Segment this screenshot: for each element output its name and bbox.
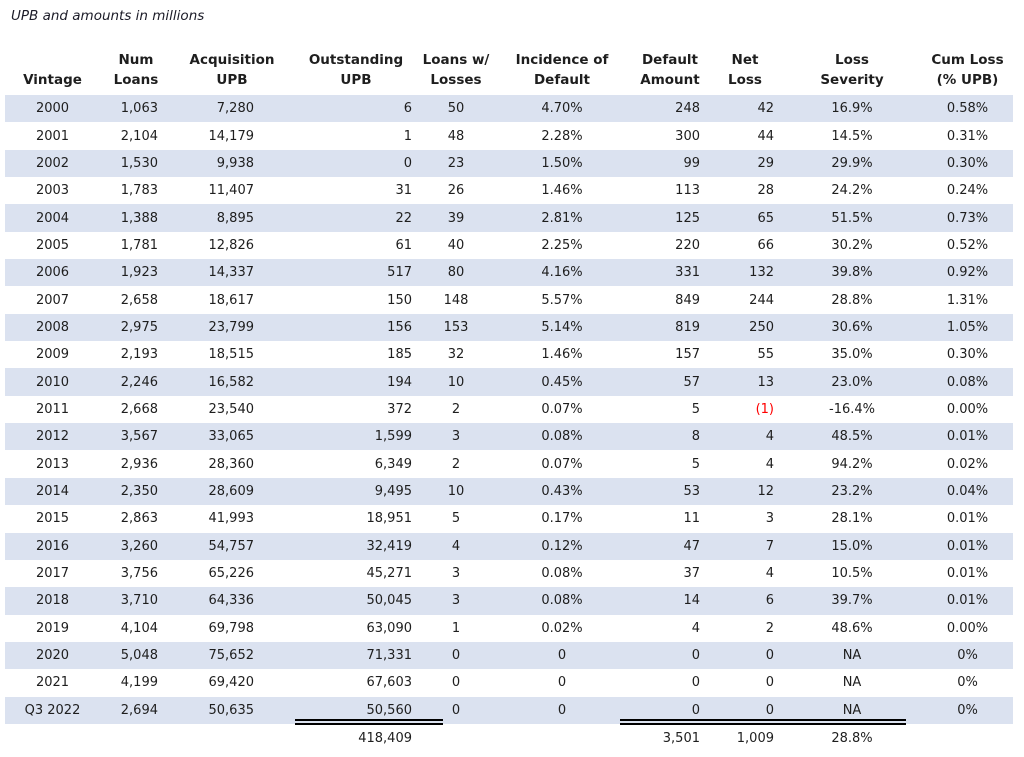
total-net-loss: 1,009 <box>708 724 782 754</box>
table-row-2012 <box>5 423 1013 450</box>
column-header-outstanding-upb: Outstanding UPB <box>308 51 404 88</box>
cell: 4,104 <box>120 620 158 636</box>
cell: 48.6% <box>831 620 873 636</box>
cell: 2008 <box>5 314 100 341</box>
cell: 69,420 <box>208 675 254 691</box>
cell: 0.12% <box>492 533 632 560</box>
cell: 2012 <box>5 423 100 450</box>
cell: 61 <box>395 237 412 253</box>
cell: 53 <box>632 478 708 505</box>
total-default-amount: 3,501 <box>632 724 708 754</box>
cell: 40 <box>447 237 465 253</box>
cell: 2 <box>451 456 461 472</box>
cell: 0.30% <box>922 150 1013 177</box>
cell: 24.2% <box>831 183 873 199</box>
cell: 50,560 <box>292 697 420 724</box>
table-row-2021 <box>5 669 1013 696</box>
cell: 35.0% <box>831 347 873 363</box>
cell: 0.01% <box>922 423 1013 450</box>
cell: 28 <box>757 183 774 199</box>
cell: 39 <box>420 204 492 231</box>
cell: 0.07% <box>541 456 583 472</box>
table-row-2014 <box>5 478 1013 505</box>
cell: 2,936 <box>120 456 158 472</box>
cell: 50 <box>420 95 492 122</box>
cell: 0.24% <box>946 183 989 199</box>
cell: 32,419 <box>292 533 420 560</box>
total-outstanding-upb: 418,409 <box>292 724 420 754</box>
cell: 0 <box>492 697 632 724</box>
cell: 2015 <box>35 511 70 527</box>
cell: 3 <box>420 587 492 614</box>
cell: 0% <box>922 642 1013 669</box>
cell: 32 <box>447 347 465 363</box>
cell: 2013 <box>35 456 70 472</box>
table-row-2013 <box>5 450 1013 477</box>
cell: 3 <box>765 511 774 527</box>
cell: 12,826 <box>208 237 254 253</box>
cell: 2,863 <box>120 511 158 527</box>
cell: 1,063 <box>100 95 172 122</box>
cell: 16.9% <box>782 95 922 122</box>
table-row-2008 <box>5 314 1013 341</box>
cell: 6 <box>292 95 420 122</box>
cell: 75,652 <box>172 642 292 669</box>
cell: 1.46% <box>541 183 583 199</box>
cell: 3 <box>420 423 492 450</box>
cell: 0 <box>632 642 708 669</box>
cell: 0.45% <box>492 368 632 395</box>
table-row-2020 <box>5 642 1013 669</box>
cell: 0.01% <box>922 587 1013 614</box>
cell: 47 <box>632 533 708 560</box>
cell: 1,388 <box>100 204 172 231</box>
cell: 148 <box>443 292 469 308</box>
cell: 2,104 <box>120 128 158 144</box>
cell: 18,951 <box>366 511 412 527</box>
cell: 250 <box>708 314 782 341</box>
cell: 28,360 <box>208 456 254 472</box>
cell: 64,336 <box>172 587 292 614</box>
table-row-2002 <box>5 150 1013 177</box>
cell: 194 <box>292 368 420 395</box>
cell: 94.2% <box>831 456 873 472</box>
column-header-loss-severity: Loss Severity <box>820 51 884 88</box>
cell: 65,226 <box>208 566 254 582</box>
table-body <box>5 95 1013 754</box>
column-header-cum-loss-upb: Cum Loss (% UPB) <box>931 51 1004 88</box>
cell: 2,668 <box>120 401 158 417</box>
cell: 18,617 <box>208 292 254 308</box>
cell: 1 <box>403 128 412 144</box>
cell: 0.08% <box>492 587 632 614</box>
cell: 153 <box>420 314 492 341</box>
table-row-2007 <box>5 286 1013 313</box>
cell: 0.00% <box>946 401 989 417</box>
cell: 44 <box>757 128 774 144</box>
cell: 0.00% <box>946 620 989 636</box>
cell: 0 <box>632 697 708 724</box>
cell: 37 <box>683 566 700 582</box>
cell: 1.05% <box>922 314 1013 341</box>
cell: 5 <box>451 511 461 527</box>
cell: 28.1% <box>831 511 873 527</box>
column-header-net-loss: Net Loss <box>728 51 762 88</box>
cell: 2019 <box>35 620 70 636</box>
cell: (1) <box>755 401 774 417</box>
cell: 7,280 <box>172 95 292 122</box>
cell: 2021 <box>35 675 70 691</box>
cell: 3,756 <box>120 566 158 582</box>
cell: 1,599 <box>292 423 420 450</box>
table-row-2011 <box>5 396 1013 423</box>
cell: 50,045 <box>292 587 420 614</box>
cell: 45,271 <box>366 566 412 582</box>
cell: 10 <box>420 478 492 505</box>
cell: 157 <box>675 347 700 363</box>
cell: 0.73% <box>922 204 1013 231</box>
cell: 11,407 <box>208 183 254 199</box>
cell: 14,179 <box>208 128 254 144</box>
cell: 2009 <box>35 347 70 363</box>
cell: 41,993 <box>208 511 254 527</box>
cell: 113 <box>675 183 700 199</box>
cell: 2,694 <box>100 697 172 724</box>
cell: 2,350 <box>100 478 172 505</box>
cell: 5.14% <box>492 314 632 341</box>
cell: 2016 <box>5 533 100 560</box>
cell: Q3 2022 <box>5 697 100 724</box>
cell: 2010 <box>5 368 100 395</box>
cell: 4 <box>691 620 700 636</box>
cell: 2,193 <box>120 347 158 363</box>
cell: 1,781 <box>120 237 158 253</box>
cell: 14 <box>632 587 708 614</box>
cell: 2 <box>765 620 774 636</box>
cell: 0.17% <box>541 511 583 527</box>
cell: 248 <box>632 95 708 122</box>
cell: 1.31% <box>946 292 989 308</box>
table-row-2005 <box>5 232 1013 259</box>
cell: 185 <box>387 347 412 363</box>
cell: 66 <box>757 237 774 253</box>
cell: 220 <box>675 237 700 253</box>
cell: 517 <box>292 259 420 286</box>
cell: 29.9% <box>782 150 922 177</box>
cell: 0.92% <box>922 259 1013 286</box>
cell: 2006 <box>5 259 100 286</box>
cell: 23.2% <box>782 478 922 505</box>
cell: 2,658 <box>120 292 158 308</box>
cell: 4.16% <box>492 259 632 286</box>
cell: 15.0% <box>782 533 922 560</box>
cell: 5.57% <box>541 292 583 308</box>
cell: 819 <box>632 314 708 341</box>
cell: 3,260 <box>100 533 172 560</box>
table-row-2001 <box>5 122 1013 149</box>
cell: 0 <box>492 642 632 669</box>
cell: 28,609 <box>172 478 292 505</box>
cell: 0.08% <box>922 368 1013 395</box>
cell: 2.81% <box>492 204 632 231</box>
cell: 23.0% <box>782 368 922 395</box>
cell: 5 <box>691 456 700 472</box>
double-rule-loss-totals <box>620 719 906 725</box>
totals-row <box>5 724 1013 754</box>
cell: 55 <box>757 347 774 363</box>
cell: 2.28% <box>541 128 583 144</box>
cell: 8 <box>632 423 708 450</box>
cell: 0 <box>691 675 700 691</box>
cell <box>420 724 492 754</box>
cell: 0% <box>957 675 978 691</box>
cell: 2004 <box>5 204 100 231</box>
cell: 42 <box>708 95 782 122</box>
cell: 0 <box>708 642 782 669</box>
cell: 3,710 <box>100 587 172 614</box>
cell: 30.6% <box>782 314 922 341</box>
cell: 5 <box>691 401 700 417</box>
cell: 1,783 <box>120 183 158 199</box>
table-row-2016 <box>5 533 1013 560</box>
cell: 65 <box>708 204 782 231</box>
cell: 1,923 <box>100 259 172 286</box>
header-row <box>5 44 1013 95</box>
cell: 0.01% <box>922 533 1013 560</box>
cell: 0.02% <box>541 620 583 636</box>
cell: 372 <box>387 401 412 417</box>
table-caption: UPB and amounts in millions <box>11 8 205 24</box>
cell <box>492 724 632 754</box>
cell: 2 <box>451 401 461 417</box>
cell: 7 <box>708 533 782 560</box>
table-row-2015 <box>5 505 1013 532</box>
cell: 0.07% <box>541 401 583 417</box>
double-rule-outstanding-upb <box>295 719 443 725</box>
cell: 30.2% <box>831 237 873 253</box>
table-row-2000 <box>5 95 1013 122</box>
table-row-2006 <box>5 259 1013 286</box>
cell: 300 <box>675 128 700 144</box>
cell: 0.01% <box>946 511 989 527</box>
cell: 9,938 <box>172 150 292 177</box>
cell: 0 <box>708 697 782 724</box>
table-header <box>5 44 1013 95</box>
cell: 10.5% <box>831 566 873 582</box>
cell: 26 <box>447 183 465 199</box>
cell: 2020 <box>5 642 100 669</box>
cell: 18,515 <box>208 347 254 363</box>
table-row-2004 <box>5 204 1013 231</box>
cell: 99 <box>632 150 708 177</box>
cell: 6 <box>708 587 782 614</box>
cell: 2003 <box>35 183 70 199</box>
cell: 156 <box>292 314 420 341</box>
cell: 3 <box>451 566 461 582</box>
cell: 13 <box>708 368 782 395</box>
cell: 0.58% <box>922 95 1013 122</box>
cell: 14.5% <box>831 128 873 144</box>
cell: 0.30% <box>946 347 989 363</box>
cell: 0.08% <box>492 423 632 450</box>
table-row-2017 <box>5 560 1013 587</box>
cell: 0.02% <box>946 456 989 472</box>
cell: 48.5% <box>782 423 922 450</box>
cell: 1.46% <box>541 347 583 363</box>
cell: 80 <box>420 259 492 286</box>
cell: 2,246 <box>100 368 172 395</box>
cell: 0.08% <box>541 566 583 582</box>
cell <box>922 724 1013 754</box>
cell <box>5 724 100 754</box>
cell: 67,603 <box>366 675 412 691</box>
table-row-2009 <box>5 341 1013 368</box>
cell: 0.04% <box>922 478 1013 505</box>
cell: 23,799 <box>172 314 292 341</box>
cell: 2005 <box>35 237 70 253</box>
cell: -16.4% <box>829 401 875 417</box>
cell: 0 <box>420 642 492 669</box>
cell: 16,582 <box>172 368 292 395</box>
column-header-incidence-of-default: Incidence of Default <box>515 51 609 88</box>
cell: 50,635 <box>172 697 292 724</box>
cell: 0 <box>451 675 461 691</box>
cell: 2000 <box>5 95 100 122</box>
cell: 1 <box>451 620 461 636</box>
table-row-2010 <box>5 368 1013 395</box>
cell: 0 <box>557 675 567 691</box>
cell: 4 <box>765 456 774 472</box>
cell: 849 <box>675 292 700 308</box>
column-header-vintage: Vintage <box>23 71 82 88</box>
cell: 2017 <box>35 566 70 582</box>
cell: 2007 <box>35 292 70 308</box>
table-row-2018 <box>5 587 1013 614</box>
cell: 22 <box>292 204 420 231</box>
cell: 1.50% <box>492 150 632 177</box>
total-loss-severity: 28.8% <box>782 724 922 754</box>
cell: 57 <box>632 368 708 395</box>
cell: 2014 <box>5 478 100 505</box>
cell <box>172 724 292 754</box>
cell: 48 <box>447 128 465 144</box>
column-header-default-amount: Default Amount <box>640 51 700 88</box>
cell: 23 <box>420 150 492 177</box>
cell: 2.25% <box>541 237 583 253</box>
cell: 4.70% <box>492 95 632 122</box>
cell: NA <box>782 642 922 669</box>
cell: 31 <box>395 183 412 199</box>
cell: 71,331 <box>292 642 420 669</box>
cell: 14,337 <box>172 259 292 286</box>
cell: 0 <box>765 675 774 691</box>
loan-vintage-table <box>5 44 1013 754</box>
cell: 39.7% <box>782 587 922 614</box>
cell: 5,048 <box>100 642 172 669</box>
cell: 10 <box>420 368 492 395</box>
cell: 1,530 <box>100 150 172 177</box>
cell <box>100 724 172 754</box>
cell: NA <box>782 697 922 724</box>
cell: 150 <box>387 292 412 308</box>
cell: 132 <box>708 259 782 286</box>
cell: 4 <box>708 423 782 450</box>
cell: 51.5% <box>782 204 922 231</box>
cell: NA <box>842 675 862 691</box>
column-header-acquisition-upb: Acquisition UPB <box>189 51 275 88</box>
cell: 2018 <box>5 587 100 614</box>
cell: 0.31% <box>946 128 989 144</box>
cell: 11 <box>683 511 700 527</box>
cell: 2002 <box>5 150 100 177</box>
cell: 4,199 <box>120 675 158 691</box>
cell: 0.52% <box>946 237 989 253</box>
cell: 6,349 <box>374 456 412 472</box>
cell: 244 <box>749 292 774 308</box>
cell: 4 <box>420 533 492 560</box>
cell: 0.01% <box>946 566 989 582</box>
cell: 12 <box>708 478 782 505</box>
table-row-2003 <box>5 177 1013 204</box>
cell: 33,065 <box>172 423 292 450</box>
cell: 9,495 <box>292 478 420 505</box>
cell: 331 <box>632 259 708 286</box>
cell: 3,567 <box>100 423 172 450</box>
cell: 0 <box>292 150 420 177</box>
table-row-2019 <box>5 615 1013 642</box>
cell: 54,757 <box>172 533 292 560</box>
cell: 23,540 <box>208 401 254 417</box>
cell: 0.43% <box>492 478 632 505</box>
cell: 2,975 <box>100 314 172 341</box>
cell: 8,895 <box>172 204 292 231</box>
cell: 39.8% <box>782 259 922 286</box>
column-header-num-loans: Num Loans <box>113 51 159 88</box>
cell: 2001 <box>35 128 70 144</box>
cell: 69,798 <box>208 620 254 636</box>
cell: 4 <box>765 566 774 582</box>
cell: 63,090 <box>366 620 412 636</box>
cell: 125 <box>632 204 708 231</box>
cell: 28.8% <box>831 292 873 308</box>
cell: 2011 <box>35 401 70 417</box>
cell: 0% <box>922 697 1013 724</box>
cell: 0 <box>420 697 492 724</box>
column-header-loans-w-losses: Loans w/ Losses <box>422 51 490 88</box>
cell: 29 <box>708 150 782 177</box>
